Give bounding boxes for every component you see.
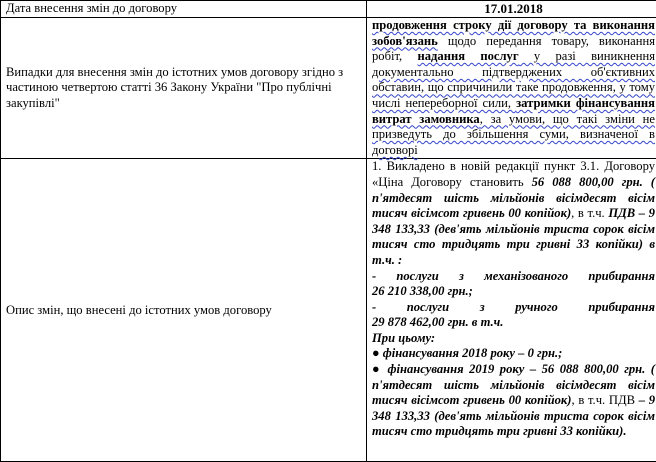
date-row xyxy=(1,1,656,18)
funding-2019 xyxy=(372,362,655,440)
changes-vat: ПДВ – 9 348 133,33 (дев'ять мільйонів триста сорок вісім тисяч сто тридцять три гривні 33 копійки) в т.ч. : xyxy=(372,206,655,267)
cases-row xyxy=(1,18,656,159)
funding-2018 xyxy=(372,346,655,362)
changes-text xyxy=(367,159,656,462)
changes-paragraph xyxy=(372,159,655,268)
funding-2019-text: фінансування 2019 року – 56 088 800,00 грн. ( п'ятдесят шість мільйонів вісімдесят вісім тисяч вісімсот гривень 00 копійок) xyxy=(372,362,655,407)
cases-text-6: , за умови, що такі зміни не призведуть до збільшення суми, визначеної в договорі xyxy=(372,112,655,157)
changes-total: 56 088 800,00 грн. xyxy=(532,175,643,189)
changes-incl: , в т.ч. xyxy=(571,206,608,220)
changes-intro: 1. Викладено в новій редакції пункт 3.1. Договору «Ціна Договору становить xyxy=(372,159,655,189)
service-item-mechanized-value: 26 210 338,00 грн.; xyxy=(372,284,473,298)
cases-text-4: у разі виникнення документально підтверджених об'єктивних обставин, що спричинили таке продовження, у тому числі непереборної сили, xyxy=(372,49,655,110)
changes-total-words: ( п'ятдесят шість мільйонів вісімдесят вісім тисяч вісімсот гривень 00 копійок) xyxy=(372,175,655,220)
service-item-manual-value: 29 878 462,00 грн. в т.ч. xyxy=(372,315,503,329)
cases-services: надання послуг xyxy=(418,49,519,63)
bullet-icon: ● xyxy=(372,362,387,376)
funding-2019-vat: – 9 348 133,33 (дев'ять мільйонів триста сорок вісім тисяч сто тридцять три гривні 33 копійки). xyxy=(372,393,655,438)
note-label: При цьому: xyxy=(372,331,655,347)
cases-funding-delay: затримки фінансування витрат замовника xyxy=(372,96,655,126)
bullet-icon: ● xyxy=(372,346,383,360)
date-label: Дата внесення змін до договору xyxy=(1,1,367,18)
service-item-mechanized xyxy=(372,269,655,300)
service-item-manual xyxy=(372,300,655,331)
changes-row xyxy=(1,159,656,462)
cases-text xyxy=(367,18,656,159)
cases-label: Випадки для внесення змін до істотних умов договору згідно з частиною четвертою статті 36 Закону України "Про публічні закупівлі" xyxy=(1,18,367,159)
funding-2018-text: фінансування 2018 року – 0 грн.; xyxy=(383,346,563,360)
date-value: 17.01.2018 xyxy=(367,1,656,18)
service-item-manual-label: - послуги з ручного прибирання xyxy=(372,300,655,316)
cases-text-2: щодо передання товару, виконання робіт, xyxy=(372,34,655,64)
funding-2019-incl: , в т.ч. ПДВ xyxy=(571,393,635,407)
cases-extension: продовження строку дії договору та виконання зобов'язань xyxy=(372,18,655,48)
changes-label: Опис змін, що внесені до істотних умов договору xyxy=(1,159,367,462)
service-item-mechanized-label: - послуги з механізованого прибирання xyxy=(372,269,655,285)
